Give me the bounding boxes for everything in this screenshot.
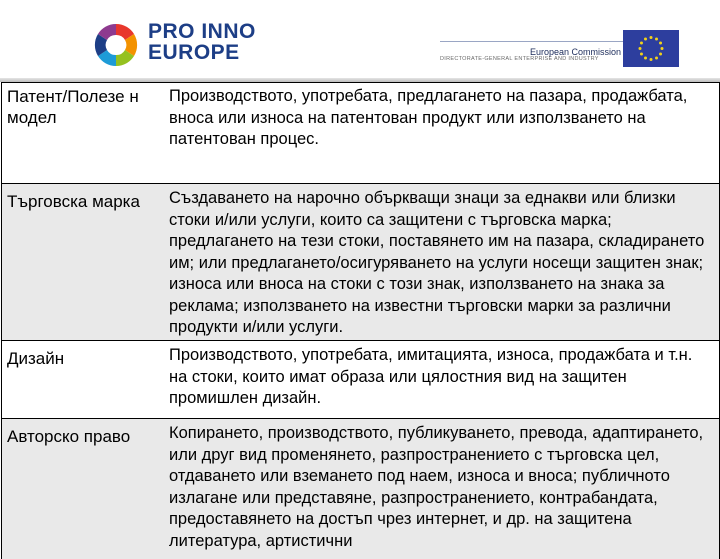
definition-cell: Производството, употребата, предлагането на пазара, продажбата, вноса или износа на патентован продукт или използването на патентован процес. xyxy=(169,87,688,148)
term-cell: Търговска марка xyxy=(7,192,140,211)
eu-star-icon xyxy=(644,57,647,60)
table-row xyxy=(2,183,719,340)
infringement-table xyxy=(1,82,720,559)
eu-star-icon xyxy=(655,57,658,60)
table-row xyxy=(2,418,719,559)
eu-star-icon xyxy=(659,53,662,56)
eu-star-icon xyxy=(659,42,662,45)
ec-name: European Commission xyxy=(530,47,622,57)
eu-star-icon xyxy=(661,47,664,50)
eu-star-icon xyxy=(640,42,643,45)
term-cell: Патент/Полезе н модел xyxy=(7,87,139,127)
eu-star-icon xyxy=(640,53,643,56)
logo-line-2: EUROPE xyxy=(148,41,240,64)
european-commission-block xyxy=(440,30,680,66)
eu-flag-icon xyxy=(623,30,679,67)
eu-star-icon xyxy=(650,36,653,39)
term-cell: Авторско право xyxy=(7,427,131,446)
eu-star-icon xyxy=(655,37,658,40)
term-cell: Дизайн xyxy=(7,349,65,368)
eu-star-icon xyxy=(639,47,642,50)
pro-inno-wordmark xyxy=(148,21,256,63)
definition-cell: Производството, употребата, имитацията, износа, продажбата и т.н. на стоки, които имат образа или цялостния вид на защитен промишлен дизайн. xyxy=(169,346,693,407)
table-row xyxy=(2,340,719,418)
pro-inno-logo-icon xyxy=(93,22,139,68)
ec-directorate: DIRECTORATE-GENERAL ENTERPRISE AND INDUSTRY xyxy=(440,56,599,62)
eu-star-icon xyxy=(644,37,647,40)
table-row xyxy=(2,82,719,183)
page-header xyxy=(0,0,720,82)
definition-cell: Копирането, производството, публикуването, превода, адаптирането, или друг вид променянето, разпространението с търговска цел, отдаването или вземането под наем, износа и вноса; публичното излагане или представяне, разпространението, контрабандата, предоставянето на достъп чрез интернет, и др. на защитена литература, артистични xyxy=(169,424,704,550)
logo-line-1: PRO INNO xyxy=(148,20,256,43)
definition-cell: Създаването на нарочно объркващи знаци за еднакви или близки стоки и/или услуги, които са защитени с търговска марка; предлагането на тези стоки, поставянето им на пазара, складирането им; или предлагането/осигуряването на услуги носещи защитен знак; износа или вноса на стоки с този знак, използването на знака за реклама; използването на известни търговски марки за различни продукти и/или услуги. xyxy=(169,189,705,336)
eu-star-icon xyxy=(650,58,653,61)
